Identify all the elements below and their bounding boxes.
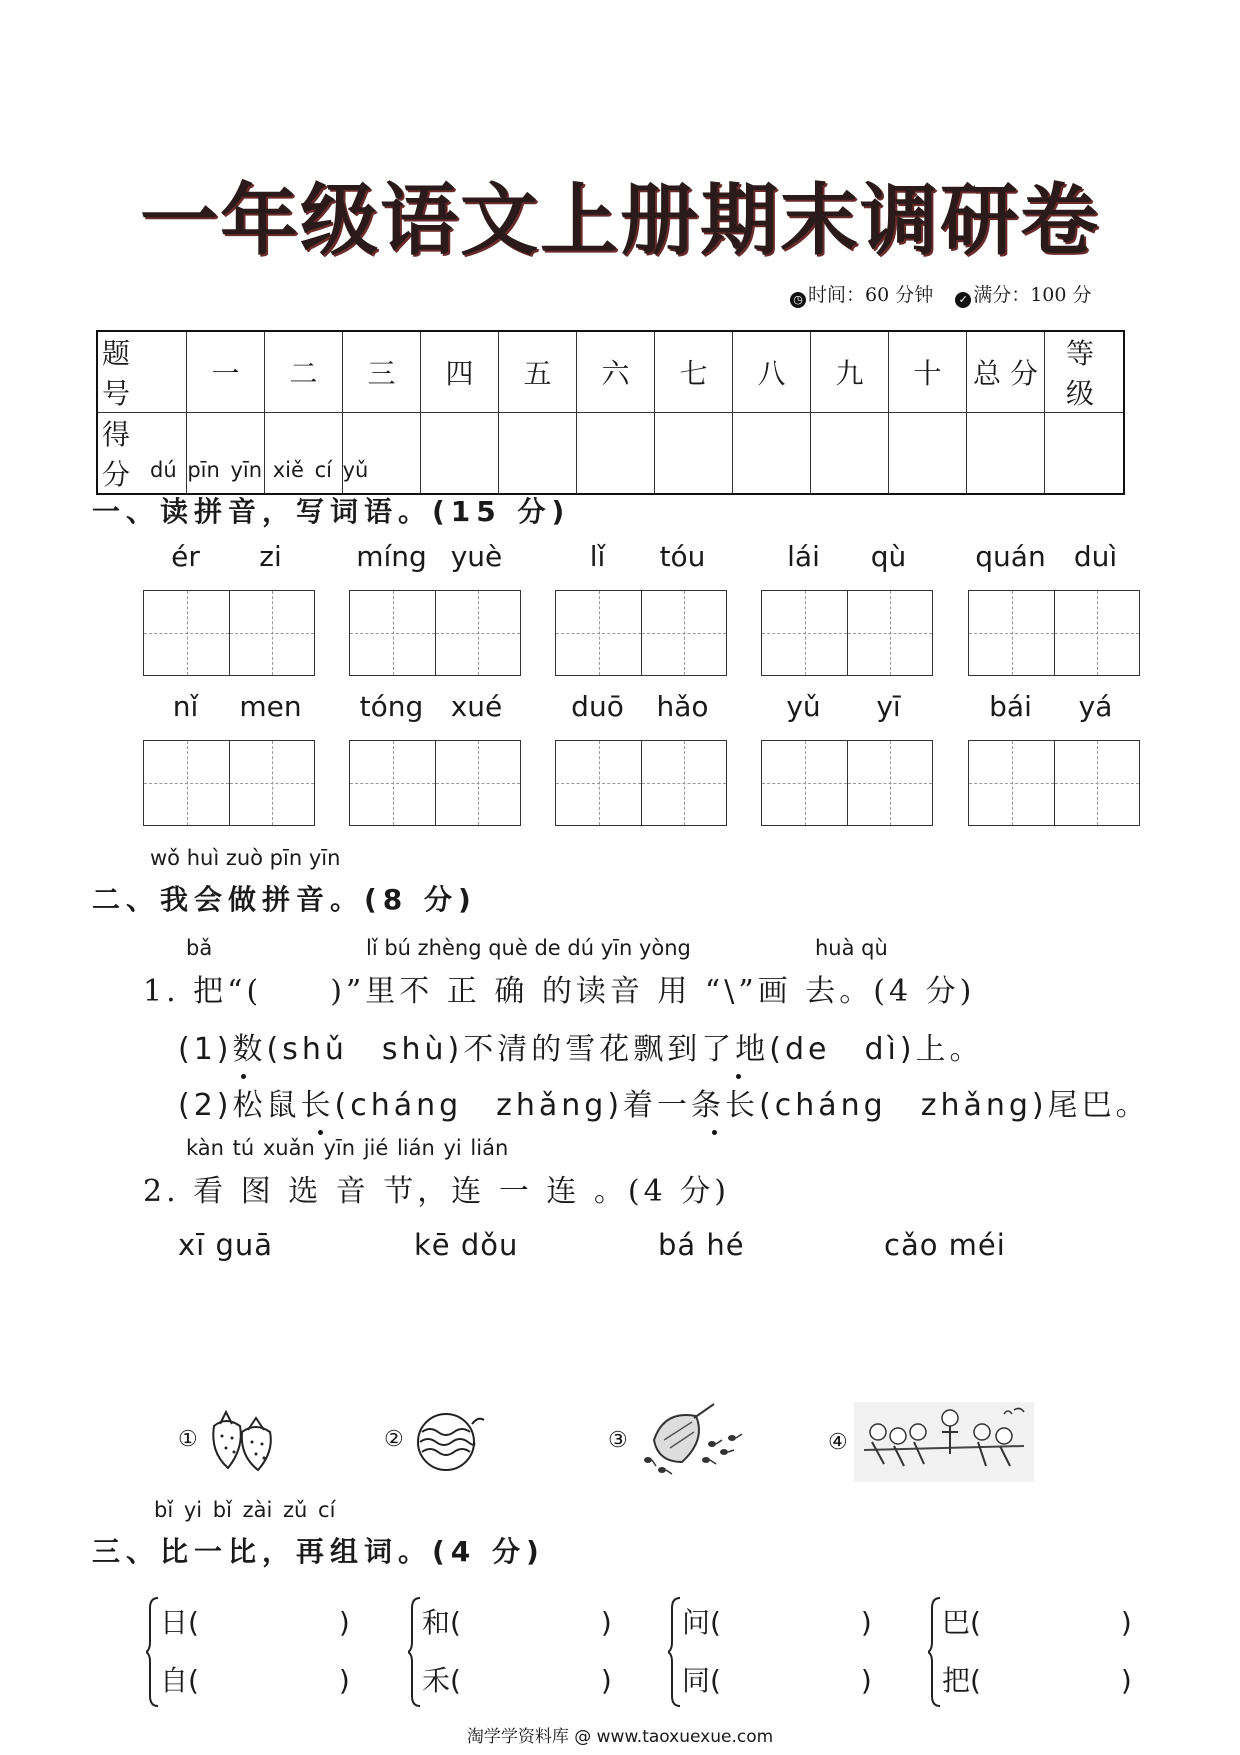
- picture-4[interactable]: [828, 1402, 1034, 1482]
- q2-text: 2. 看 图 选 音 节，连 一 连 。(4 分): [143, 1174, 730, 1209]
- picture-2[interactable]: [384, 1404, 490, 1474]
- section3-heading: 三、比一比，再组词。(4 分): [92, 1535, 545, 1568]
- full-score: 满分：100 分: [973, 284, 1092, 306]
- sentence-2: [178, 1080, 1150, 1124]
- score-cell[interactable]: [499, 413, 577, 495]
- word-pinyin: tóng: [359, 690, 424, 723]
- score-col: 二: [265, 331, 343, 413]
- writing-grid[interactable]: [968, 740, 1140, 826]
- writing-cell[interactable]: [641, 741, 726, 825]
- word-pinyin: tóu: [659, 540, 706, 573]
- sentence-1: [178, 1024, 984, 1068]
- score-col: 一: [187, 331, 265, 413]
- word-pinyin: duì: [1073, 540, 1118, 573]
- syllable-option[interactable]: bá hé: [658, 1228, 745, 1262]
- writing-cell[interactable]: [1054, 741, 1139, 825]
- brace-icon: [408, 1594, 422, 1710]
- compare-group: [408, 1594, 612, 1710]
- section1-heading: 一、读拼音，写词语。(15 分): [92, 495, 571, 528]
- word-pinyin: nǐ: [172, 690, 199, 723]
- writing-grid[interactable]: [555, 590, 727, 676]
- word-pinyin: yǔ: [786, 690, 821, 723]
- score-cell[interactable]: [733, 413, 811, 495]
- section2-heading: 二、我会做拼音。(8 分): [92, 883, 477, 916]
- sentence-1-a: (1)数: [178, 1032, 267, 1067]
- sentence-1-c: (de dì)上。: [769, 1032, 984, 1067]
- brace-icon: [668, 1594, 682, 1710]
- sentence-2-b: (cháng zhǎng)着一条长: [334, 1088, 760, 1123]
- writing-cell[interactable]: [847, 591, 932, 675]
- writing-cell[interactable]: [1054, 591, 1139, 675]
- score-cell[interactable]: [421, 413, 499, 495]
- section1-pinyin: dú pīn yīn xiě cí yǔ: [150, 458, 369, 482]
- q1-pinyin-1: bǎ: [186, 936, 213, 960]
- sentence-2-c: (cháng zhǎng)尾巴。: [759, 1088, 1150, 1123]
- score-col: 三: [343, 331, 421, 413]
- score-table-label: 得 分: [97, 413, 187, 495]
- syllable-option[interactable]: xī guā: [178, 1228, 273, 1262]
- writing-grid[interactable]: [143, 740, 315, 826]
- score-col: 八: [733, 331, 811, 413]
- score-col: 等 级: [1045, 331, 1125, 413]
- word-pinyin: yī: [876, 690, 901, 723]
- score-cell[interactable]: [577, 413, 655, 495]
- brace-icon: [146, 1594, 160, 1710]
- brace-icon: [928, 1594, 942, 1710]
- clock-icon: ◷: [790, 292, 806, 308]
- watermelon-icon: [410, 1404, 490, 1474]
- score-cell[interactable]: [889, 413, 967, 495]
- writing-grid[interactable]: [968, 590, 1140, 676]
- check-icon: ✓: [955, 292, 971, 308]
- q1-pinyin-2: lǐ bú zhèng què de dú yīn yòng: [366, 936, 691, 960]
- writing-cell[interactable]: [556, 591, 641, 675]
- q1-pinyin-3: huà qù: [815, 936, 888, 960]
- tadpole-icon: [634, 1400, 744, 1480]
- score-table-label: 题 号: [97, 331, 187, 413]
- word-pinyin: duō: [571, 690, 624, 723]
- writing-grid[interactable]: [555, 740, 727, 826]
- sentence-1-b: (shǔ shù)不清的雪花飘到了地: [266, 1032, 770, 1067]
- word-pinyin: yá: [1078, 690, 1113, 723]
- syllable-option[interactable]: kē dǒu: [414, 1228, 519, 1262]
- writing-grid[interactable]: [143, 590, 315, 676]
- compare-word-row[interactable]: 同( ): [682, 1664, 872, 1697]
- score-col: 六: [577, 331, 655, 413]
- writing-cell[interactable]: [969, 741, 1054, 825]
- score-col: 四: [421, 331, 499, 413]
- tug-of-war-icon: [854, 1402, 1034, 1482]
- word-pinyin: qù: [870, 540, 907, 573]
- compare-word-row[interactable]: 日( ): [160, 1606, 350, 1639]
- exam-meta: [790, 280, 1092, 308]
- emphasis-dot: [241, 1074, 246, 1079]
- writing-cell[interactable]: [435, 591, 520, 675]
- compare-word-row[interactable]: 问( ): [682, 1606, 872, 1639]
- score-col: 总 分: [967, 331, 1045, 413]
- picture-number: ②: [384, 1426, 404, 1452]
- compare-word-row[interactable]: 把( ): [942, 1664, 1132, 1697]
- word-pinyin: ér: [171, 540, 200, 573]
- score-col: 九: [811, 331, 889, 413]
- word-pinyin: hǎo: [656, 690, 709, 723]
- writing-cell[interactable]: [641, 591, 726, 675]
- compare-word-row[interactable]: 巴( ): [942, 1606, 1132, 1639]
- sentence-2-a: (2)松鼠长: [178, 1088, 335, 1123]
- word-pinyin: quán: [975, 540, 1046, 573]
- writing-grid[interactable]: [349, 590, 521, 676]
- time-limit: 时间：60 分钟: [808, 284, 934, 306]
- writing-cell[interactable]: [762, 741, 847, 825]
- score-col: 七: [655, 331, 733, 413]
- word-pinyin: yuè: [450, 540, 503, 573]
- writing-cell[interactable]: [847, 741, 932, 825]
- emphasis-dot: [712, 1130, 717, 1135]
- footer-source: 淘学学资料库 @ www.taoxuexue.com: [466, 1727, 774, 1747]
- writing-grid[interactable]: [761, 740, 933, 826]
- writing-cell[interactable]: [350, 591, 435, 675]
- writing-cell[interactable]: [350, 741, 435, 825]
- writing-grid[interactable]: [761, 590, 933, 676]
- picture-1[interactable]: [178, 1404, 284, 1474]
- emphasis-dot: [318, 1130, 323, 1135]
- score-col: 十: [889, 331, 967, 413]
- score-table-header-row: [97, 331, 1124, 413]
- writing-cell[interactable]: [969, 591, 1054, 675]
- word-pinyin: lǐ: [589, 540, 606, 573]
- writing-cell[interactable]: [229, 591, 314, 675]
- score-cell[interactable]: [967, 413, 1045, 495]
- section2-pinyin: wǒ huì zuò pīn yīn: [150, 846, 341, 870]
- section3-pinyin: bǐ yi bǐ zài zǔ cí: [154, 1498, 336, 1522]
- compare-group: [928, 1594, 1132, 1710]
- writing-cell[interactable]: [144, 591, 229, 675]
- strawberry-icon: [204, 1404, 284, 1474]
- writing-cell[interactable]: [144, 741, 229, 825]
- writing-cell[interactable]: [762, 591, 847, 675]
- picture-number: ①: [178, 1426, 198, 1452]
- writing-cell[interactable]: [229, 741, 314, 825]
- compare-word-row[interactable]: 禾( ): [422, 1664, 612, 1697]
- picture-number: ④: [828, 1429, 848, 1455]
- score-cell[interactable]: [811, 413, 889, 495]
- compare-word-row[interactable]: 和( ): [422, 1606, 612, 1639]
- word-pinyin: men: [239, 690, 302, 723]
- word-pinyin: míng: [356, 540, 427, 573]
- compare-group: [146, 1594, 350, 1710]
- word-pinyin: bái: [989, 690, 1032, 723]
- compare-word-row[interactable]: 自( ): [160, 1664, 350, 1697]
- syllable-option[interactable]: cǎo méi: [884, 1228, 1006, 1262]
- score-col: 五: [499, 331, 577, 413]
- compare-group: [668, 1594, 872, 1710]
- picture-number: ③: [608, 1427, 628, 1453]
- picture-3[interactable]: [608, 1400, 744, 1480]
- q2-pinyin: kàn tú xuǎn yīn jié lián yi lián: [186, 1136, 509, 1160]
- word-pinyin: zi: [259, 540, 282, 573]
- emphasis-dot: [736, 1074, 741, 1079]
- word-pinyin: xué: [450, 690, 503, 723]
- writing-cell[interactable]: [435, 741, 520, 825]
- score-cell[interactable]: [1045, 413, 1125, 495]
- q1-text: 1. 把“( )”里不 正 确 的读音 用 “\”画 去。(4 分): [143, 974, 976, 1009]
- writing-cell[interactable]: [556, 741, 641, 825]
- page-title: 一年级语文上册期末调研卷: [139, 176, 1100, 266]
- score-cell[interactable]: [655, 413, 733, 495]
- word-pinyin: lái: [787, 540, 820, 573]
- writing-grid[interactable]: [349, 740, 521, 826]
